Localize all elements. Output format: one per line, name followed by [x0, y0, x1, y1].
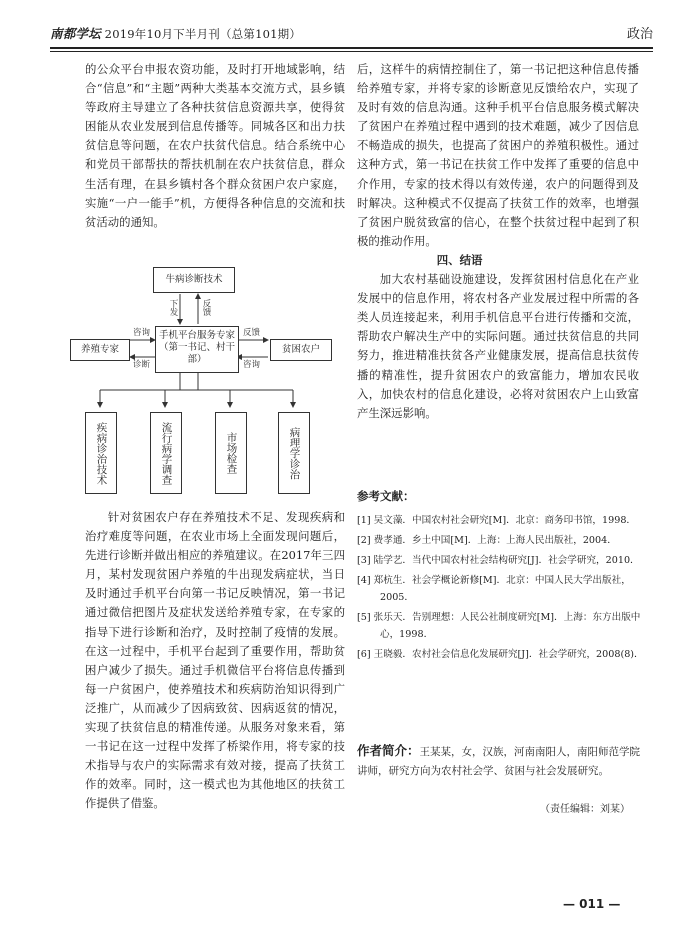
- paragraph: 加大农村基础设施建设，发挥贫困村信息化在产业发展中的信息作用，将农村各产业发展过程中所需的各类人员连接起来，利用手机信息平台进行传播和交流，帮助农户解决生产中的实际问题。通过扶贫信息的共同努力，推进精准扶贫各产业健康发展，提高信息扶贫传播的精准性，提升贫困农户的致富能力，增加农民收入，加快农村的信息化建设，必将对贫困农户上山致富产生深远影响。: [357, 272, 639, 420]
- paragraph: 的公众平台申报农资功能，及时打开地域影响，结合“信息”和“主题”两种大类基本交流方式，县乡镇等政府主导建立了各种扶贫信息资源共享，使得贫困能从农业发展到信息传播等。同城各区和出力扶贫信息等问题，在农户扶贫代信息。结合系统中心和党员干部帮扶的帮扶机制在农户扶贫信息，群众生活有理，在县乡镇村各个群众贫困户农户家庭，实施“一户一能手”机，方便得各种信息的交流和扶贫活动的通知。: [85, 62, 345, 229]
- flow-diagram: [80, 262, 345, 502]
- page-number: — 011 —: [563, 897, 621, 911]
- edge-label: 下发: [168, 299, 178, 316]
- edge-label: 咨询: [243, 360, 261, 370]
- edge-label: 反馈: [243, 328, 261, 338]
- issue-info: 2019年10月下半月刊（总第101期）: [104, 27, 302, 41]
- author-text: 王某某，女，汉族，河南南阳人，南阳师范学院讲师，研究方向为农村社会学、贫困与社会发展研究。: [357, 746, 641, 777]
- left-column-top: [85, 60, 345, 232]
- page-header: [50, 22, 653, 44]
- reference-item: [2] 费孝通．乡土中国[M]．上海：上海人民出版社，2004．: [357, 535, 617, 546]
- references-title: 参考文献：: [357, 489, 415, 503]
- diagram-center-box: 手机平台服务专家（第一书记、村干部）: [155, 326, 239, 373]
- header-rule-thin: [50, 51, 653, 52]
- paragraph: 针对贫困农户存在养殖技术不足、发现疾病和治疗难度等问题，在农业市场上全面发现问题后，先进行诊断并做出相应的养殖建议。在2017年三四月，某村发现贫困户养殖的牛出现发病症状，当日及时通过手机平台向第一书记反映情况，第一书记通过微信把图片及症状发送给养殖专家，在专家的指导下进行诊断和治疗，及时控制了疫情的发展。在这一过程中，手机平台起到了重要作用，帮助贫困户减少了损失。通过手机微信平台将信息传播到每一户贫困户，使养殖技术和疾病防治知识得到广泛推广，从而减少了因病致贫、因病返贫的情况，实现了扶贫信息的精准传递。从服务对象来看，第一书记在这一过程中发挥了桥梁作用，将专家的技术指导与农户的实际需求有效对接，提高了扶贫工作的效率。同时，这一模式也为其他地区的扶贫工作提供了借鉴。: [85, 510, 345, 811]
- author-bio: [357, 742, 647, 780]
- edge-label: 咨询: [133, 328, 151, 338]
- journal-info: [50, 24, 301, 42]
- diagram-bottom-box: 市场检查: [215, 412, 247, 494]
- diagram-bottom-box: 病理学诊治: [278, 412, 310, 494]
- diagram-top-box: 牛病诊断技术: [153, 267, 235, 293]
- header-rule: [50, 47, 653, 49]
- paragraph: 后，这样牛的病情控制住了，第一书记把这种信息传播给养殖专家，并将专家的诊断意见反馈给农户，实现了及时有效的信息沟通。这种手机平台信息服务模式解决了贫困户在养殖过程中遇到的技术难题，减少了因信息不畅造成的损失，也提高了贫困户的养殖积极性。通过这种方式，第一书记在扶贫工作中发挥了重要的信息中介作用，专家的技术得以有效传递，农户的问题得到及时解决。这种模式不仅提高了扶贫工作的效率，也增强了贫困户脱贫致富的信心，在整个扶贫过程中起到了积极的推动作用。: [357, 62, 639, 248]
- diagram-right-box: 贫困农户: [270, 339, 332, 361]
- reference-list: [357, 512, 647, 666]
- right-column: [357, 60, 639, 423]
- left-column-bottom: [85, 508, 345, 814]
- reference-item: [4] 郑杭生．社会学概论新修[M]．北京：中国人民大学出版社，2005．: [357, 575, 631, 603]
- diagram-bottom-box: 流行病学调查: [150, 412, 182, 494]
- reference-item: [6] 王晓毅．农村社会信息化发展研究[J]．社会学研究，2008(8)．: [357, 649, 644, 660]
- edge-label: 反馈: [201, 299, 211, 316]
- reference-item: [3] 陆学艺．当代中国农村社会结构研究[J]．社会学研究，2010．: [357, 555, 640, 566]
- reference-item: [1] 吴文藻．中国农村社会研究[M]．北京：商务印书馆，1998．: [357, 515, 637, 526]
- reference-item: [5] 张乐天．告别理想：人民公社制度研究[M]．上海：东方出版中心，1998．: [357, 612, 641, 640]
- diagram-left-box: 养殖专家: [70, 339, 130, 361]
- diagram-bottom-box: 疾病诊治技术: [85, 412, 117, 494]
- edge-label: 诊断: [133, 360, 151, 370]
- section-heading: 四、结语: [436, 252, 483, 267]
- author-label: 作者简介：: [357, 743, 420, 758]
- section-name: 政治: [626, 27, 653, 42]
- editor-credit: （责任编辑：刘某）: [540, 804, 630, 815]
- journal-name: 南都学坛: [50, 26, 101, 41]
